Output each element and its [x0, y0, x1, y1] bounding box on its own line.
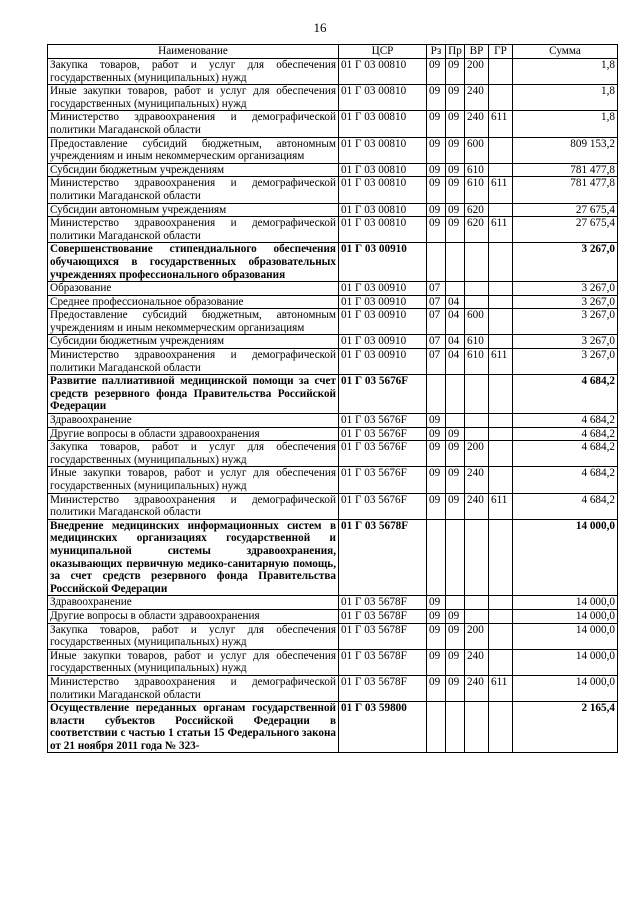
cell-pr: 09 [446, 649, 465, 675]
cell-rz: 09 [427, 177, 446, 203]
table-row [48, 282, 618, 296]
cell-rz: 09 [427, 441, 446, 467]
table-row [48, 441, 618, 467]
cell-gr [489, 137, 513, 163]
cell-vr [465, 609, 489, 623]
cell-sum: 3 267,0 [513, 282, 618, 296]
cell-gr [489, 467, 513, 493]
cell-name: Совершенствование стипендиального обеспечения обучающихся в государственных образовательных учреждениях профессионального образования [48, 243, 339, 282]
cell-pr: 09 [446, 467, 465, 493]
cell-vr [465, 427, 489, 441]
cell-name: Субсидии бюджетным учреждениям [48, 163, 339, 177]
cell-gr [489, 59, 513, 85]
cell-vr: 610 [465, 163, 489, 177]
table-row [48, 623, 618, 649]
cell-vr: 240 [465, 649, 489, 675]
cell-csr: 01 Г 03 00810 [339, 85, 427, 111]
header-pr: Пр [446, 45, 465, 59]
cell-vr [465, 295, 489, 309]
cell-gr [489, 609, 513, 623]
table-row [48, 596, 618, 610]
cell-pr: 09 [446, 203, 465, 217]
cell-vr: 620 [465, 217, 489, 243]
cell-vr [465, 282, 489, 296]
cell-rz: 07 [427, 295, 446, 309]
table-row [48, 309, 618, 335]
cell-name: Министерство здравоохранения и демографической политики Магаданской области [48, 217, 339, 243]
header-vr: ВР [465, 45, 489, 59]
cell-rz: 09 [427, 467, 446, 493]
cell-name: Здравоохранение [48, 414, 339, 428]
header-gr: ГР [489, 45, 513, 59]
cell-rz [427, 519, 446, 596]
cell-sum: 3 267,0 [513, 309, 618, 335]
budget-table [47, 44, 618, 753]
cell-pr [446, 414, 465, 428]
cell-gr [489, 596, 513, 610]
cell-name: Субсидии бюджетным учреждениям [48, 335, 339, 349]
cell-vr: 600 [465, 309, 489, 335]
cell-gr [489, 295, 513, 309]
cell-csr: 01 Г 03 00810 [339, 111, 427, 137]
cell-pr: 09 [446, 85, 465, 111]
cell-pr: 09 [446, 623, 465, 649]
cell-pr [446, 243, 465, 282]
cell-rz [427, 243, 446, 282]
cell-csr: 01 Г 03 5676F [339, 441, 427, 467]
table-row [48, 702, 618, 753]
cell-pr: 09 [446, 675, 465, 701]
header-name: Наименование [48, 45, 339, 59]
cell-sum: 4 684,2 [513, 441, 618, 467]
cell-gr: 611 [489, 111, 513, 137]
cell-rz: 09 [427, 623, 446, 649]
cell-vr: 200 [465, 59, 489, 85]
cell-rz: 09 [427, 675, 446, 701]
cell-gr [489, 414, 513, 428]
cell-gr [489, 427, 513, 441]
cell-name: Образование [48, 282, 339, 296]
cell-vr [465, 243, 489, 282]
table-row [48, 85, 618, 111]
table-row [48, 111, 618, 137]
cell-sum: 3 267,0 [513, 243, 618, 282]
cell-vr [465, 375, 489, 414]
cell-gr [489, 335, 513, 349]
cell-pr [446, 375, 465, 414]
cell-vr [465, 702, 489, 753]
cell-csr: 01 Г 03 5676F [339, 467, 427, 493]
cell-csr: 01 Г 03 5678F [339, 649, 427, 675]
table-row [48, 375, 618, 414]
cell-gr [489, 375, 513, 414]
cell-csr: 01 Г 03 5676F [339, 414, 427, 428]
cell-csr: 01 Г 03 00810 [339, 163, 427, 177]
cell-csr: 01 Г 03 00910 [339, 295, 427, 309]
header-csr: ЦСР [339, 45, 427, 59]
cell-name: Министерство здравоохранения и демографической политики Магаданской области [48, 111, 339, 137]
cell-rz: 09 [427, 414, 446, 428]
cell-pr: 09 [446, 441, 465, 467]
cell-vr: 240 [465, 467, 489, 493]
cell-sum: 4 684,2 [513, 493, 618, 519]
table-row [48, 217, 618, 243]
cell-name: Предоставление субсидий бюджетным, автономным учреждениям и иным некоммерческим организациям [48, 137, 339, 163]
cell-sum: 4 684,2 [513, 427, 618, 441]
cell-sum: 3 267,0 [513, 295, 618, 309]
cell-pr [446, 596, 465, 610]
cell-gr [489, 85, 513, 111]
table-row [48, 137, 618, 163]
table-row [48, 609, 618, 623]
cell-sum: 1,8 [513, 111, 618, 137]
cell-rz: 07 [427, 349, 446, 375]
cell-name: Внедрение медицинских информационных систем в медицинских организациях государственной и муниципальной системы здравоохранения, оказывающих первичную медико-санитарную помощь, за счет средств резервного фонда Правительства Российской Федерации [48, 519, 339, 596]
cell-pr [446, 702, 465, 753]
cell-rz: 07 [427, 309, 446, 335]
table-row [48, 649, 618, 675]
cell-gr: 611 [489, 493, 513, 519]
cell-sum: 14 000,0 [513, 609, 618, 623]
cell-csr: 01 Г 03 00810 [339, 203, 427, 217]
table-row [48, 414, 618, 428]
cell-sum: 781 477,8 [513, 163, 618, 177]
cell-vr: 240 [465, 493, 489, 519]
cell-gr [489, 702, 513, 753]
cell-gr [489, 649, 513, 675]
cell-csr: 01 Г 03 00810 [339, 137, 427, 163]
cell-csr: 01 Г 03 5676F [339, 375, 427, 414]
table-row [48, 243, 618, 282]
cell-name: Осуществление переданных органам государственной власти субъектов Российской Федерации в соответствии с частью 1 статьи 15 Федерального закона от 21 ноября 2011 года № 323- [48, 702, 339, 753]
table-row [48, 493, 618, 519]
cell-gr [489, 441, 513, 467]
cell-gr [489, 623, 513, 649]
cell-name: Среднее профессиональное образование [48, 295, 339, 309]
cell-rz: 09 [427, 649, 446, 675]
cell-vr [465, 596, 489, 610]
cell-sum: 3 267,0 [513, 335, 618, 349]
cell-rz [427, 375, 446, 414]
cell-sum: 4 684,2 [513, 414, 618, 428]
cell-csr: 01 Г 03 00910 [339, 309, 427, 335]
cell-vr: 610 [465, 177, 489, 203]
table-row [48, 675, 618, 701]
cell-rz: 09 [427, 137, 446, 163]
table-row [48, 295, 618, 309]
table-row [48, 427, 618, 441]
table-row [48, 519, 618, 596]
cell-name: Министерство здравоохранения и демографической политики Магаданской области [48, 177, 339, 203]
cell-csr: 01 Г 03 00810 [339, 217, 427, 243]
table-header-row [48, 45, 618, 59]
cell-csr: 01 Г 03 00810 [339, 177, 427, 203]
cell-csr: 01 Г 03 00910 [339, 349, 427, 375]
cell-name: Министерство здравоохранения и демографической политики Магаданской области [48, 349, 339, 375]
cell-name: Здравоохранение [48, 596, 339, 610]
cell-name: Другие вопросы в области здравоохранения [48, 609, 339, 623]
cell-rz: 09 [427, 203, 446, 217]
cell-gr: 611 [489, 675, 513, 701]
cell-pr: 09 [446, 59, 465, 85]
cell-gr [489, 309, 513, 335]
cell-csr: 01 Г 03 59800 [339, 702, 427, 753]
cell-rz [427, 702, 446, 753]
table-row [48, 59, 618, 85]
cell-pr: 04 [446, 349, 465, 375]
cell-name: Развитие паллиативной медицинской помощи за счет средств резервного фонда Правительства Российской Федерации [48, 375, 339, 414]
cell-csr: 01 Г 03 5676F [339, 493, 427, 519]
cell-rz: 07 [427, 335, 446, 349]
cell-rz: 09 [427, 111, 446, 137]
cell-pr [446, 282, 465, 296]
cell-sum: 1,8 [513, 85, 618, 111]
cell-vr [465, 414, 489, 428]
cell-rz: 09 [427, 85, 446, 111]
cell-vr [465, 519, 489, 596]
cell-csr: 01 Г 03 5678F [339, 609, 427, 623]
cell-rz: 09 [427, 163, 446, 177]
cell-vr: 200 [465, 441, 489, 467]
cell-pr: 09 [446, 427, 465, 441]
cell-sum: 27 675,4 [513, 203, 618, 217]
cell-sum: 14 000,0 [513, 623, 618, 649]
cell-gr [489, 163, 513, 177]
cell-gr [489, 282, 513, 296]
cell-sum: 809 153,2 [513, 137, 618, 163]
table-row [48, 177, 618, 203]
cell-sum: 14 000,0 [513, 519, 618, 596]
cell-name: Закупка товаров, работ и услуг для обеспечения государственных (муниципальных) нужд [48, 441, 339, 467]
cell-gr: 611 [489, 177, 513, 203]
cell-gr [489, 243, 513, 282]
cell-gr [489, 203, 513, 217]
cell-vr: 620 [465, 203, 489, 217]
cell-csr: 01 Г 03 5678F [339, 596, 427, 610]
cell-rz: 09 [427, 493, 446, 519]
cell-pr: 09 [446, 493, 465, 519]
cell-pr: 04 [446, 335, 465, 349]
cell-pr: 09 [446, 163, 465, 177]
cell-vr: 600 [465, 137, 489, 163]
page-number: 16 [313, 20, 327, 35]
cell-rz: 09 [427, 609, 446, 623]
cell-name: Закупка товаров, работ и услуг для обеспечения государственных (муниципальных) нужд [48, 623, 339, 649]
cell-pr: 04 [446, 309, 465, 335]
cell-csr: 01 Г 03 5678F [339, 675, 427, 701]
cell-sum: 781 477,8 [513, 177, 618, 203]
cell-pr: 09 [446, 217, 465, 243]
cell-vr: 240 [465, 85, 489, 111]
table-row [48, 467, 618, 493]
cell-sum: 14 000,0 [513, 675, 618, 701]
cell-csr: 01 Г 03 5678F [339, 623, 427, 649]
cell-rz: 09 [427, 59, 446, 85]
cell-pr: 09 [446, 111, 465, 137]
cell-vr: 200 [465, 623, 489, 649]
cell-csr: 01 Г 03 00910 [339, 243, 427, 282]
cell-rz: 09 [427, 596, 446, 610]
cell-name: Иные закупки товаров, работ и услуг для обеспечения государственных (муниципальных) нужд [48, 85, 339, 111]
cell-pr: 09 [446, 177, 465, 203]
cell-pr [446, 519, 465, 596]
table-row [48, 335, 618, 349]
cell-sum: 4 684,2 [513, 467, 618, 493]
header-sum: Сумма [513, 45, 618, 59]
cell-gr: 611 [489, 349, 513, 375]
table-row [48, 349, 618, 375]
cell-sum: 1,8 [513, 59, 618, 85]
cell-vr: 240 [465, 675, 489, 701]
cell-vr: 240 [465, 111, 489, 137]
cell-rz: 07 [427, 282, 446, 296]
cell-name: Субсидии автономным учреждениям [48, 203, 339, 217]
cell-name: Иные закупки товаров, работ и услуг для обеспечения государственных (муниципальных) нужд [48, 467, 339, 493]
cell-name: Министерство здравоохранения и демографической политики Магаданской области [48, 493, 339, 519]
cell-name: Министерство здравоохранения и демографической политики Магаданской области [48, 675, 339, 701]
cell-gr [489, 519, 513, 596]
cell-name: Другие вопросы в области здравоохранения [48, 427, 339, 441]
cell-sum: 2 165,4 [513, 702, 618, 753]
table-row [48, 203, 618, 217]
cell-pr: 09 [446, 609, 465, 623]
cell-name: Предоставление субсидий бюджетным, автономным учреждениям и иным некоммерческим организациям [48, 309, 339, 335]
cell-csr: 01 Г 03 5676F [339, 427, 427, 441]
cell-csr: 01 Г 03 5678F [339, 519, 427, 596]
table-row [48, 163, 618, 177]
header-rz: Рз [427, 45, 446, 59]
cell-pr: 09 [446, 137, 465, 163]
cell-gr: 611 [489, 217, 513, 243]
cell-csr: 01 Г 03 00910 [339, 335, 427, 349]
cell-name: Закупка товаров, работ и услуг для обеспечения государственных (муниципальных) нужд [48, 59, 339, 85]
cell-pr: 04 [446, 295, 465, 309]
cell-sum: 4 684,2 [513, 375, 618, 414]
cell-name: Иные закупки товаров, работ и услуг для обеспечения государственных (муниципальных) нужд [48, 649, 339, 675]
cell-sum: 27 675,4 [513, 217, 618, 243]
cell-csr: 01 Г 03 00810 [339, 59, 427, 85]
cell-csr: 01 Г 03 00910 [339, 282, 427, 296]
cell-sum: 14 000,0 [513, 596, 618, 610]
cell-rz: 09 [427, 427, 446, 441]
cell-sum: 3 267,0 [513, 349, 618, 375]
cell-vr: 610 [465, 335, 489, 349]
cell-rz: 09 [427, 217, 446, 243]
cell-vr: 610 [465, 349, 489, 375]
cell-sum: 14 000,0 [513, 649, 618, 675]
